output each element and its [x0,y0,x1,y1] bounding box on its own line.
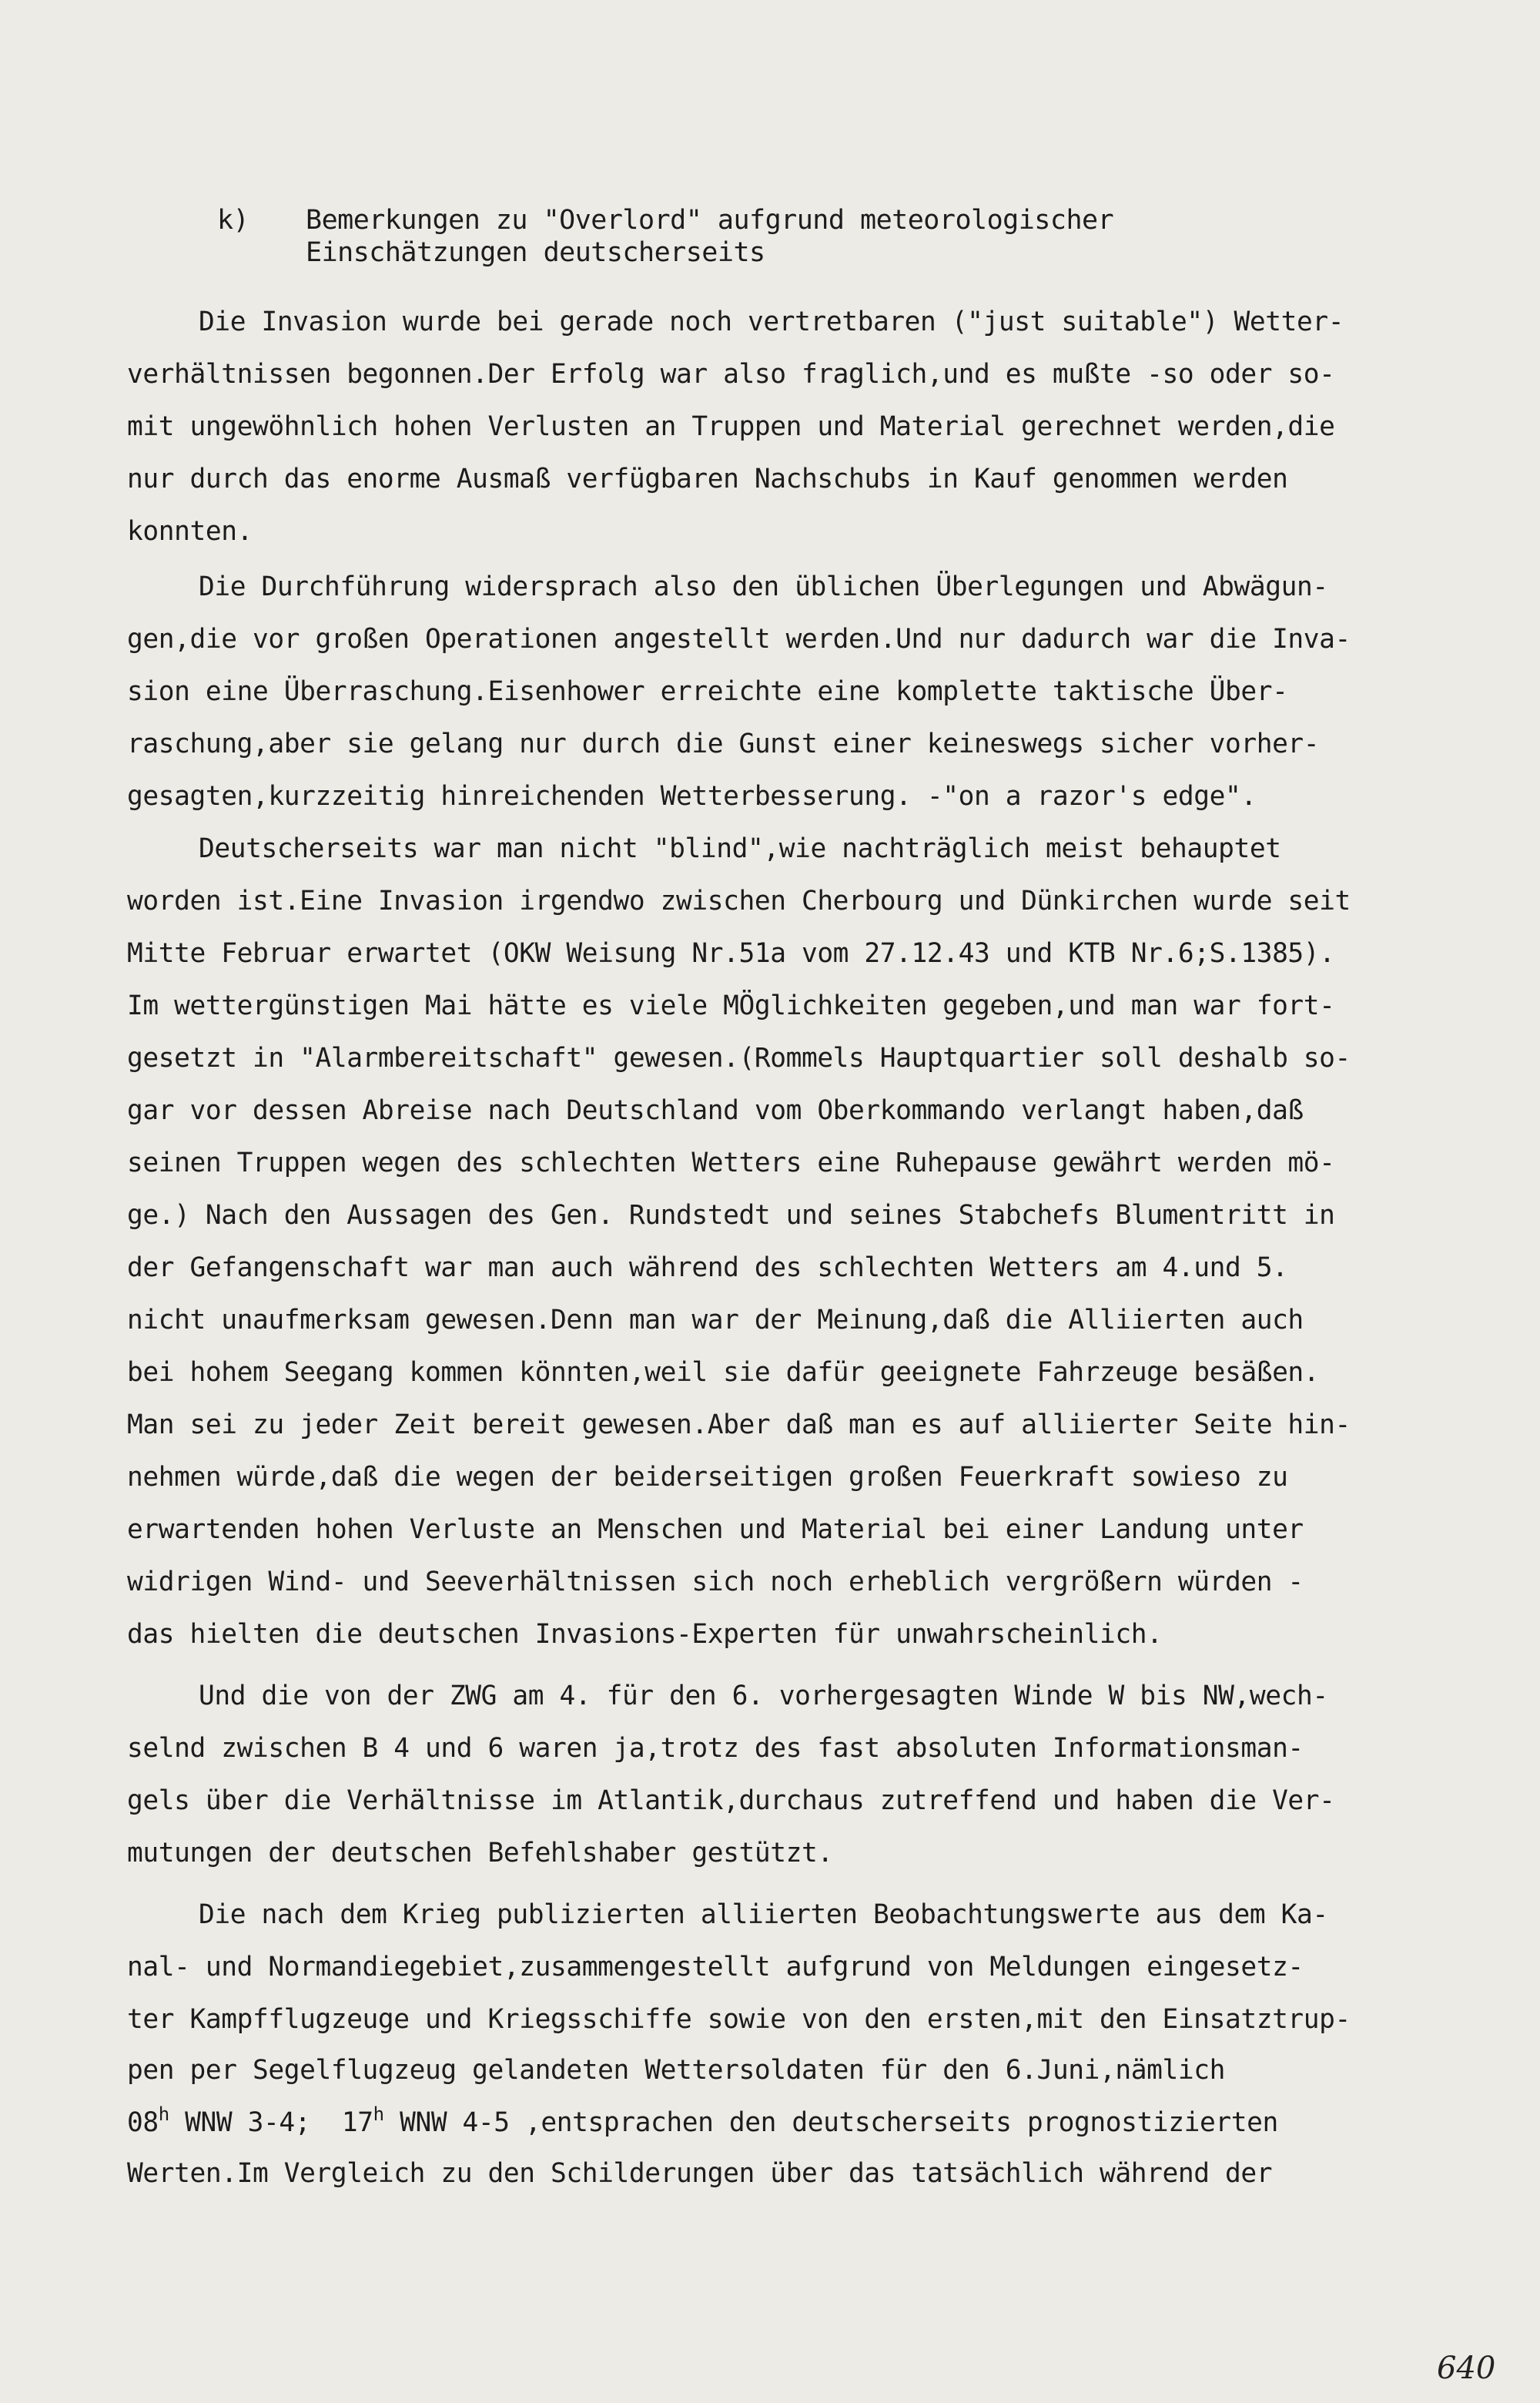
text-line: nehmen würde,daß die wegen der beiderseitigen großen Feuerkraft sowieso zu [127,1462,1288,1493]
obs-hour-mark-2: h [373,2103,384,2125]
text-line: nicht unaufmerksam gewesen.Denn man war der Meinung,daß die Alliierten auch [127,1305,1304,1336]
obs-hour-mark-1: h [158,2103,169,2125]
text-line: Die nach dem Krieg publizierten alliierten Beobachtungswerte aus dem Ka- [199,1899,1328,1930]
text-line: erwartenden hohen Verluste an Menschen und Material bei einer Landung unter [127,1514,1304,1545]
text-line: nur durch das enorme Ausmaß verfügbaren Nachschubs in Kauf genommen werden [127,464,1288,494]
obs-time-1: 08 [127,2107,159,2138]
text-line: Mitte Februar erwartet (OKW Weisung Nr.51a vom 27.12.43 und KTB Nr.6;S.1385). [127,938,1335,969]
obs-wind-1: WNW 3-4; 17 [169,2107,373,2138]
text-line: Man sei zu jeder Zeit bereit gewesen.Aber daß man es auf alliierter Seite hin- [127,1409,1351,1440]
text-line: raschung,aber sie gelang nur durch die Gunst einer keineswegs sicher vorher- [127,729,1320,759]
text-line: seinen Truppen wegen des schlechten Wetters eine Ruhepause gewährt werden mö- [127,1148,1335,1178]
observation-line [127,2103,1278,2138]
text-line: ter Kampfflugzeuge und Kriegsschiffe sowie von den ersten,mit den Einsatztrup- [127,2004,1351,2035]
text-line: pen per Segelflugzeug gelandeten Wettersoldaten für den 6.Juni,nämlich [127,2055,1225,2086]
text-line: Und die von der ZWG am 4. für den 6. vorhergesagten Winde W bis NW,wech- [199,1681,1328,1711]
text-line: sion eine Überraschung.Eisenhower erreichte eine komplette taktische Über- [127,676,1288,707]
text-line: ge.) Nach den Aussagen des Gen. Rundstedt und seines Stabchefs Blumentritt in [127,1200,1335,1231]
text-line: Deutscherseits war man nicht "blind",wie nachträglich meist behauptet [199,833,1281,864]
text-line: nal- und Normandiegebiet,zusammengestellt aufgrund von Meldungen eingesetz- [127,1952,1304,1982]
text-line: mutungen der deutschen Befehlshaber gestützt. [127,1838,833,1868]
text-line: bei hohem Seegang kommen könnten,weil sie dafür geeignete Fahrzeuge besäßen. [127,1357,1320,1388]
text-line: der Gefangenschaft war man auch während des schlechten Wetters am 4.und 5. [127,1252,1288,1283]
obs-wind-2: WNW 4-5 ,entsprachen den deutscherseits prognostizierten [383,2107,1278,2138]
text-line: selnd zwischen B 4 und 6 waren ja,trotz des fast absoluten Informationsman- [127,1733,1304,1764]
text-line: Im wettergünstigen Mai hätte es viele MÖglichkeiten gegeben,und man war fort- [127,990,1335,1021]
text-line: verhältnissen begonnen.Der Erfolg war also fraglich,und es mußte -so oder so- [127,359,1335,390]
text-line: gels über die Verhältnisse im Atlantik,durchaus zutreffend und haben die Ver- [127,1785,1335,1816]
text-line: Die Invasion wurde bei gerade noch vertretbaren ("just suitable") Wetter- [199,307,1344,337]
text-line: mit ungewöhnlich hohen Verlusten an Truppen und Material gerechnet werden,die [127,411,1335,442]
text-line: gesagten,kurzzeitig hinreichenden Wetterbesserung. -"on a razor's edge". [127,781,1257,812]
section-label: k) [217,205,249,236]
text-line: Werten.Im Vergleich zu den Schilderungen über das tatsächlich während der [127,2158,1273,2189]
text-line: gar vor dessen Abreise nach Deutschland vom Oberkommando verlangt haben,daß [127,1095,1304,1126]
text-line: das hielten die deutschen Invasions-Experten für unwahrscheinlich. [127,1619,1163,1650]
text-line: worden ist.Eine Invasion irgendwo zwischen Cherbourg und Dünkirchen wurde seit [127,886,1351,917]
text-line: widrigen Wind- und Seeverhältnissen sich noch erheblich vergrößern würden - [127,1567,1304,1597]
text-line: gen,die vor großen Operationen angestellt werden.Und nur dadurch war die Inva- [127,624,1351,655]
text-line: gesetzt in "Alarmbereitschaft" gewesen.(Rommels Hauptquartier soll deshalb so- [127,1043,1351,1074]
text-line: konnten. [127,516,253,547]
section-title-line-2: Einschätzungen deutscherseits [306,237,765,268]
page-number: 640 [1437,2351,1496,2386]
text-line: Die Durchführung widersprach also den üblichen Überlegungen und Abwägun- [199,571,1328,602]
section-title-line-1: Bemerkungen zu "Overlord" aufgrund meteorologischer [306,205,1114,236]
